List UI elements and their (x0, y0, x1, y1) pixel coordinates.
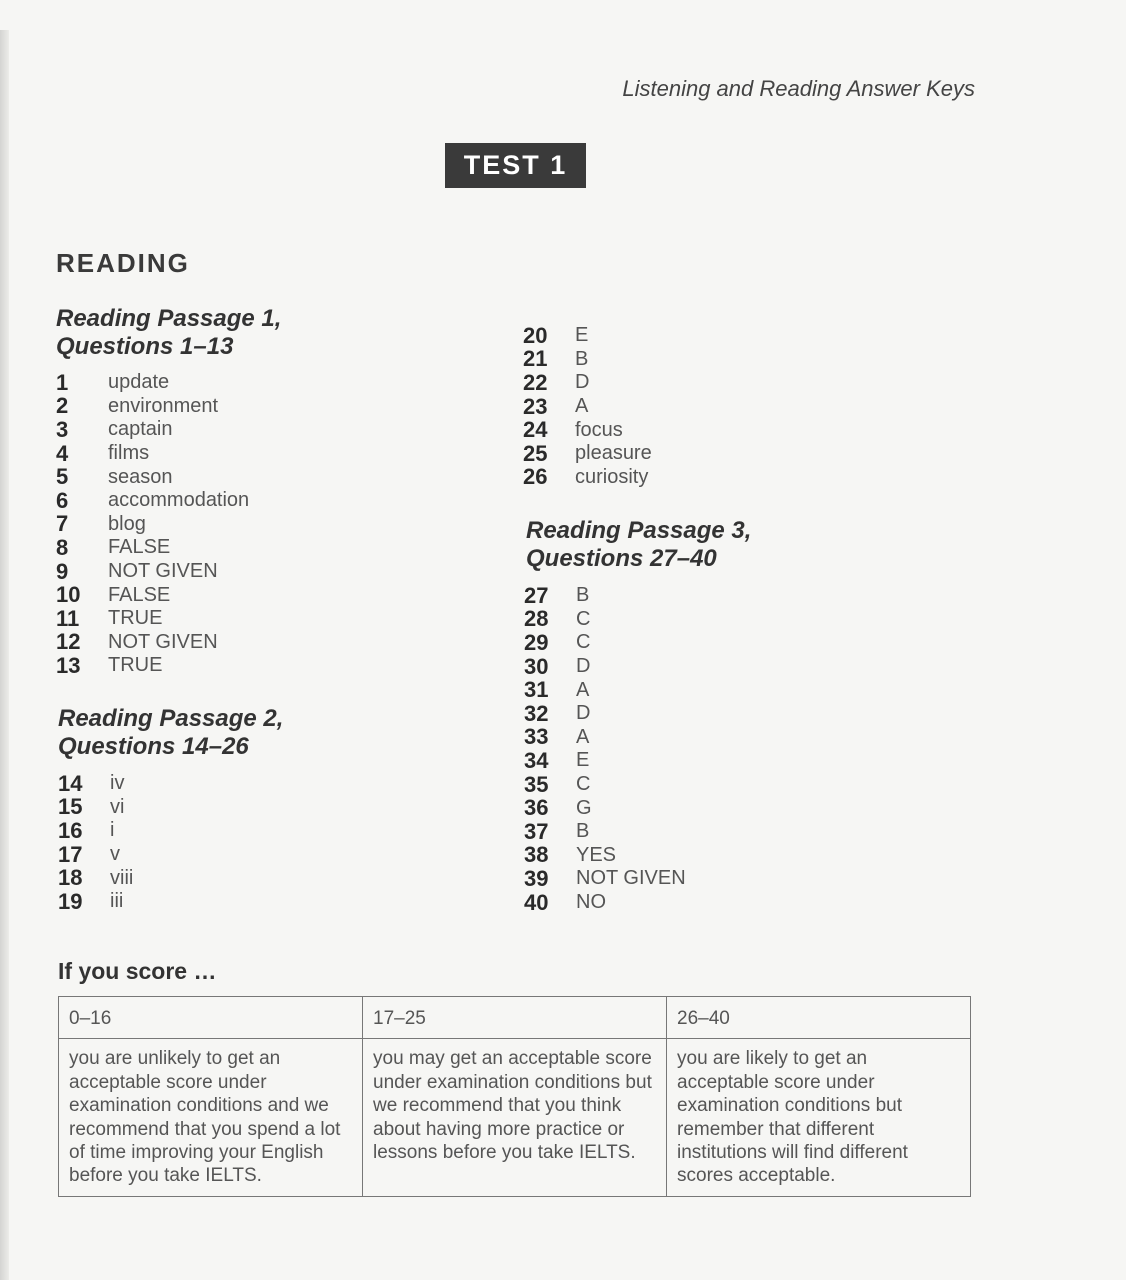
answer-text: NO (576, 891, 606, 914)
answer-text: FALSE (108, 536, 171, 559)
question-number: 12 (56, 629, 81, 655)
question-number: 21 (523, 346, 548, 372)
answer-row (58, 796, 133, 820)
question-number: 23 (523, 393, 548, 419)
answer-text: NOT GIVEN (108, 560, 218, 583)
passage-1-answer-list (56, 371, 249, 678)
question-number: 9 (56, 558, 69, 584)
answer-row (58, 866, 133, 890)
answer-text: D (575, 371, 590, 394)
question-number: 31 (524, 677, 549, 703)
answer-row (56, 371, 249, 395)
answer-row (58, 772, 133, 796)
answer-row (524, 844, 686, 868)
answer-row (56, 560, 249, 584)
score-range-row (59, 997, 971, 1039)
answer-text: accommodation (108, 489, 250, 512)
answer-text: pleasure (575, 442, 652, 465)
score-table (58, 996, 971, 1197)
answer-row (524, 584, 686, 608)
question-number: 14 (58, 770, 83, 796)
page-edge (0, 30, 9, 1280)
question-number: 22 (523, 369, 548, 395)
answer-text: films (108, 442, 150, 465)
answer-row (524, 726, 686, 750)
answer-text: A (576, 725, 590, 748)
passage-2-heading-line1: Reading Passage 2, (58, 705, 284, 732)
answer-row (58, 819, 133, 843)
answer-text: G (576, 796, 592, 819)
answer-text: E (576, 749, 590, 772)
passage-2-heading (58, 705, 283, 761)
answer-text: C (576, 773, 591, 796)
answer-text: A (576, 678, 590, 701)
answer-text: B (576, 584, 590, 607)
answer-text: E (575, 324, 589, 347)
question-number: 16 (58, 817, 83, 843)
question-number: 32 (524, 700, 549, 726)
answer-row (56, 536, 249, 560)
question-number: 30 (524, 653, 549, 679)
section-title: READING (56, 248, 190, 278)
answer-text: iii (110, 890, 124, 913)
answer-row (56, 489, 249, 513)
answer-text: YES (576, 843, 617, 866)
question-number: 8 (56, 534, 69, 560)
answer-row (56, 607, 249, 631)
answer-text: D (576, 702, 591, 725)
question-number: 18 (58, 865, 83, 891)
answer-text: curiosity (575, 465, 649, 488)
answer-row (56, 465, 249, 489)
answer-row (56, 583, 249, 607)
question-number: 27 (524, 582, 549, 608)
answer-row (524, 608, 686, 632)
answer-row (56, 442, 249, 466)
question-number: 37 (524, 818, 549, 844)
answer-row (524, 678, 686, 702)
answer-row (523, 466, 652, 490)
question-number: 15 (58, 794, 83, 820)
question-number: 1 (56, 369, 69, 395)
passage-1-heading-line2: Questions 1–13 (56, 333, 234, 360)
question-number: 26 (523, 464, 548, 490)
passage-3-heading (526, 517, 751, 573)
answer-text: FALSE (108, 583, 171, 606)
score-description-row (59, 1039, 971, 1196)
question-number: 2 (56, 393, 69, 419)
answer-row (58, 843, 133, 867)
answer-row (524, 891, 686, 915)
passage-3-heading-line2: Questions 27–40 (526, 545, 717, 572)
answer-text: iv (110, 772, 125, 795)
answer-row (524, 773, 686, 797)
answer-text: blog (108, 512, 146, 535)
score-range-cell: 0–16 (59, 997, 363, 1039)
answer-row (56, 631, 249, 655)
question-number: 10 (56, 582, 81, 608)
answer-text: v (110, 843, 120, 866)
question-number: 35 (524, 771, 549, 797)
answer-row (58, 890, 133, 914)
passage-2-answer-list-right (523, 324, 652, 489)
answer-text: D (576, 655, 591, 678)
answer-text: B (575, 347, 589, 370)
question-number: 3 (56, 416, 69, 442)
answer-row (524, 749, 686, 773)
answer-text: vi (110, 795, 125, 818)
answer-row (56, 395, 249, 419)
question-number: 6 (56, 487, 69, 513)
question-number: 5 (56, 464, 69, 490)
test-badge: TEST 1 (445, 143, 586, 188)
answer-row (524, 655, 686, 679)
question-number: 39 (524, 865, 549, 891)
question-number: 13 (56, 652, 81, 678)
answer-row (523, 418, 652, 442)
question-number: 7 (56, 511, 69, 537)
answer-row (56, 513, 249, 537)
question-number: 25 (523, 440, 548, 466)
answer-row (524, 702, 686, 726)
question-number: 11 (56, 605, 80, 631)
question-number: 34 (524, 747, 549, 773)
answer-row (524, 796, 686, 820)
question-number: 19 (58, 888, 83, 914)
answer-text: A (575, 395, 589, 418)
answer-text: NOT GIVEN (576, 867, 686, 890)
answer-text: TRUE (108, 607, 163, 630)
passage-3-answer-list (524, 584, 686, 914)
question-number: 24 (523, 417, 548, 443)
answer-text: B (576, 820, 590, 843)
score-description-cell: you are likely to get an acceptable score under examination conditions but remember that different institutions will find different scores acceptable. (667, 1039, 971, 1196)
answer-row (524, 631, 686, 655)
score-description-cell: you are unlikely to get an acceptable score under examination conditions and we recommend that you spend a lot of time improving your English before you take IELTS. (59, 1039, 363, 1196)
question-number: 17 (58, 841, 83, 867)
answer-row (523, 442, 652, 466)
running-head: Listening and Reading Answer Keys (622, 76, 975, 101)
answer-text: TRUE (108, 654, 163, 677)
answer-row (56, 654, 249, 678)
answer-text: i (110, 819, 115, 842)
passage-2-heading-line2: Questions 14–26 (58, 733, 249, 760)
answer-text: NOT GIVEN (108, 630, 218, 653)
answer-text: C (576, 631, 591, 654)
answer-row (56, 418, 249, 442)
answer-text: C (576, 607, 591, 630)
answer-row (524, 867, 686, 891)
passage-1-heading (56, 305, 281, 361)
question-number: 20 (523, 322, 548, 348)
question-number: 29 (524, 629, 549, 655)
answer-text: viii (110, 866, 134, 889)
answer-text: focus (575, 418, 623, 441)
question-number: 28 (524, 606, 549, 632)
passage-2-answer-list-left (58, 772, 133, 914)
score-range-cell: 17–25 (363, 997, 667, 1039)
answer-row (524, 820, 686, 844)
answer-row (523, 324, 652, 348)
question-number: 40 (524, 889, 549, 915)
score-description-cell: you may get an acceptable score under examination conditions but we recommend that you think about having more practice or lessons before you take IELTS. (363, 1039, 667, 1196)
answer-text: environment (108, 394, 219, 417)
question-number: 38 (524, 842, 549, 868)
passage-1-heading-line1: Reading Passage 1, (56, 305, 282, 332)
question-number: 4 (56, 440, 69, 466)
answer-text: captain (108, 418, 173, 441)
score-title: If you score … (58, 958, 217, 984)
question-number: 36 (524, 795, 549, 821)
passage-3-heading-line1: Reading Passage 3, (526, 517, 752, 544)
answer-text: season (108, 465, 173, 488)
answer-text: update (108, 371, 170, 394)
answer-row (523, 371, 652, 395)
answer-row (523, 395, 652, 419)
question-number: 33 (524, 724, 549, 750)
answer-row (523, 348, 652, 372)
score-range-cell: 26–40 (667, 997, 971, 1039)
